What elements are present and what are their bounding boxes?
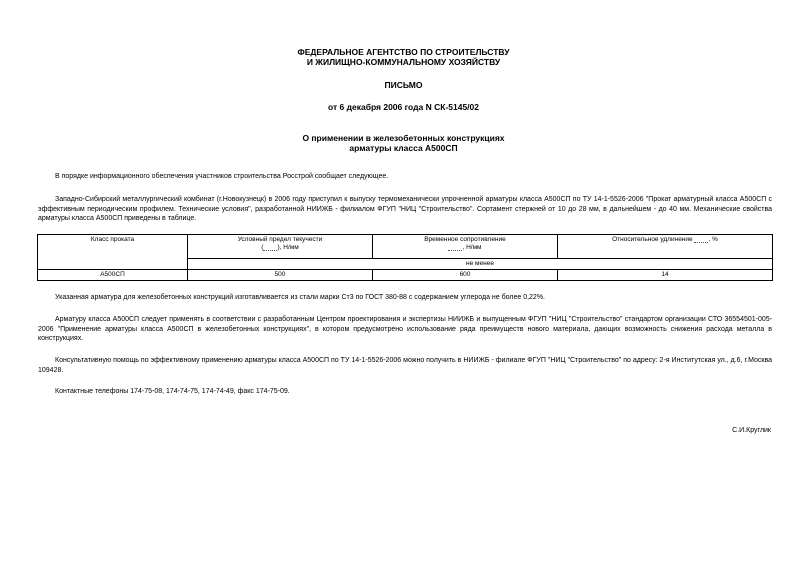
paragraph-contacts: Контактные телефоны 174-75-08, 174-74-75, 174-74-49, факс 174-75-09. <box>55 388 290 395</box>
sigma-symbol-icon <box>448 244 462 251</box>
subject-line1: О применении в железобетонных конструкциях <box>302 133 505 143</box>
header-strength-cell: Временное сопротивление , Н/мм <box>373 235 558 259</box>
header-class-cell: Класс проката <box>38 235 188 270</box>
paragraph-producer: Западно-Сибирский металлургический комбинат (г.Новокузнецк) в 2006 году приступил к выпуску термомеханически упрочненной арматуры класса А500СП по ТУ 14-1-5526-2006 "Прокат арматурный класса А500СП с эффективным периодическим профилем. Технические условия", разработанной НИИЖБ - филиалом ФГУП "НИЦ "Строительство". Сортамент стержней от 10 до 28 мм, в дальнейшем - до 40 мм. Механические свойства арматуры класса А500СП приведены в таблице. <box>38 196 772 222</box>
paragraph-intro: В порядке информационного обеспечения участников строительства Росстрой сообщает следующее. <box>55 173 389 180</box>
properties-table <box>37 234 773 281</box>
paragraph-consulting: Консультативную помощь по эффективному применению арматуры класса А500СП по ТУ 14-1-5526-2006 можно получить в НИИЖБ - филиале ФГУП "НИЦ "Строительство" по адресу: 2-я Институтская ул., д.6, г.Москва 109428. <box>38 357 772 374</box>
cell-strength: 600 <box>373 270 558 281</box>
subject-line2: арматуры класса А500СП <box>349 143 458 153</box>
table-header-row <box>38 235 773 259</box>
cell-class: А500СП <box>38 270 188 281</box>
header-yield-cell: Условный предел текучести ( ), Н/мм <box>188 235 373 259</box>
cell-elongation: 14 <box>558 270 773 281</box>
agency-name-line2: И ЖИЛИЩНО-КОММУНАЛЬНОМУ ХОЗЯЙСТВУ <box>306 57 501 67</box>
cell-yield: 500 <box>188 270 373 281</box>
paragraph-steel: Указанная арматура для железобетонных конструкций изготавливается из стали марки Ст3 по ГОСТ 380-88 с содержанием углерода не более 0,22%. <box>55 294 545 301</box>
paragraph-standard: Арматуру класса А500СП следует применять в соответствии с разработанным Центром проектирования и экспертизы НИИЖБ и выпущенным ФГУП "НИЦ "Строительство" стандартом организации СТО 36554501-005-2006 "Применение арматуры класса А500СП в железобетонных конструкциях", в котором предусмотрено использование ряда преимуществ нового материала, дающих возможность снижения расхода металла в конструкциях. <box>38 316 772 342</box>
document-date-number: от 6 декабря 2006 года N СК-5145/02 <box>328 102 479 112</box>
document-type: ПИСЬМО <box>384 80 423 90</box>
sigma-symbol-icon <box>263 244 277 251</box>
signature: С.И.Круглик <box>732 427 771 434</box>
agency-name-line1: ФЕДЕРАЛЬНОЕ АГЕНТСТВО ПО СТРОИТЕЛЬСТВУ <box>297 47 510 57</box>
header-elongation-cell: Относительное удлинение , % <box>558 235 773 259</box>
table-row <box>38 270 773 281</box>
subheader-cell: не менее <box>188 259 773 270</box>
delta-symbol-icon <box>694 236 708 243</box>
